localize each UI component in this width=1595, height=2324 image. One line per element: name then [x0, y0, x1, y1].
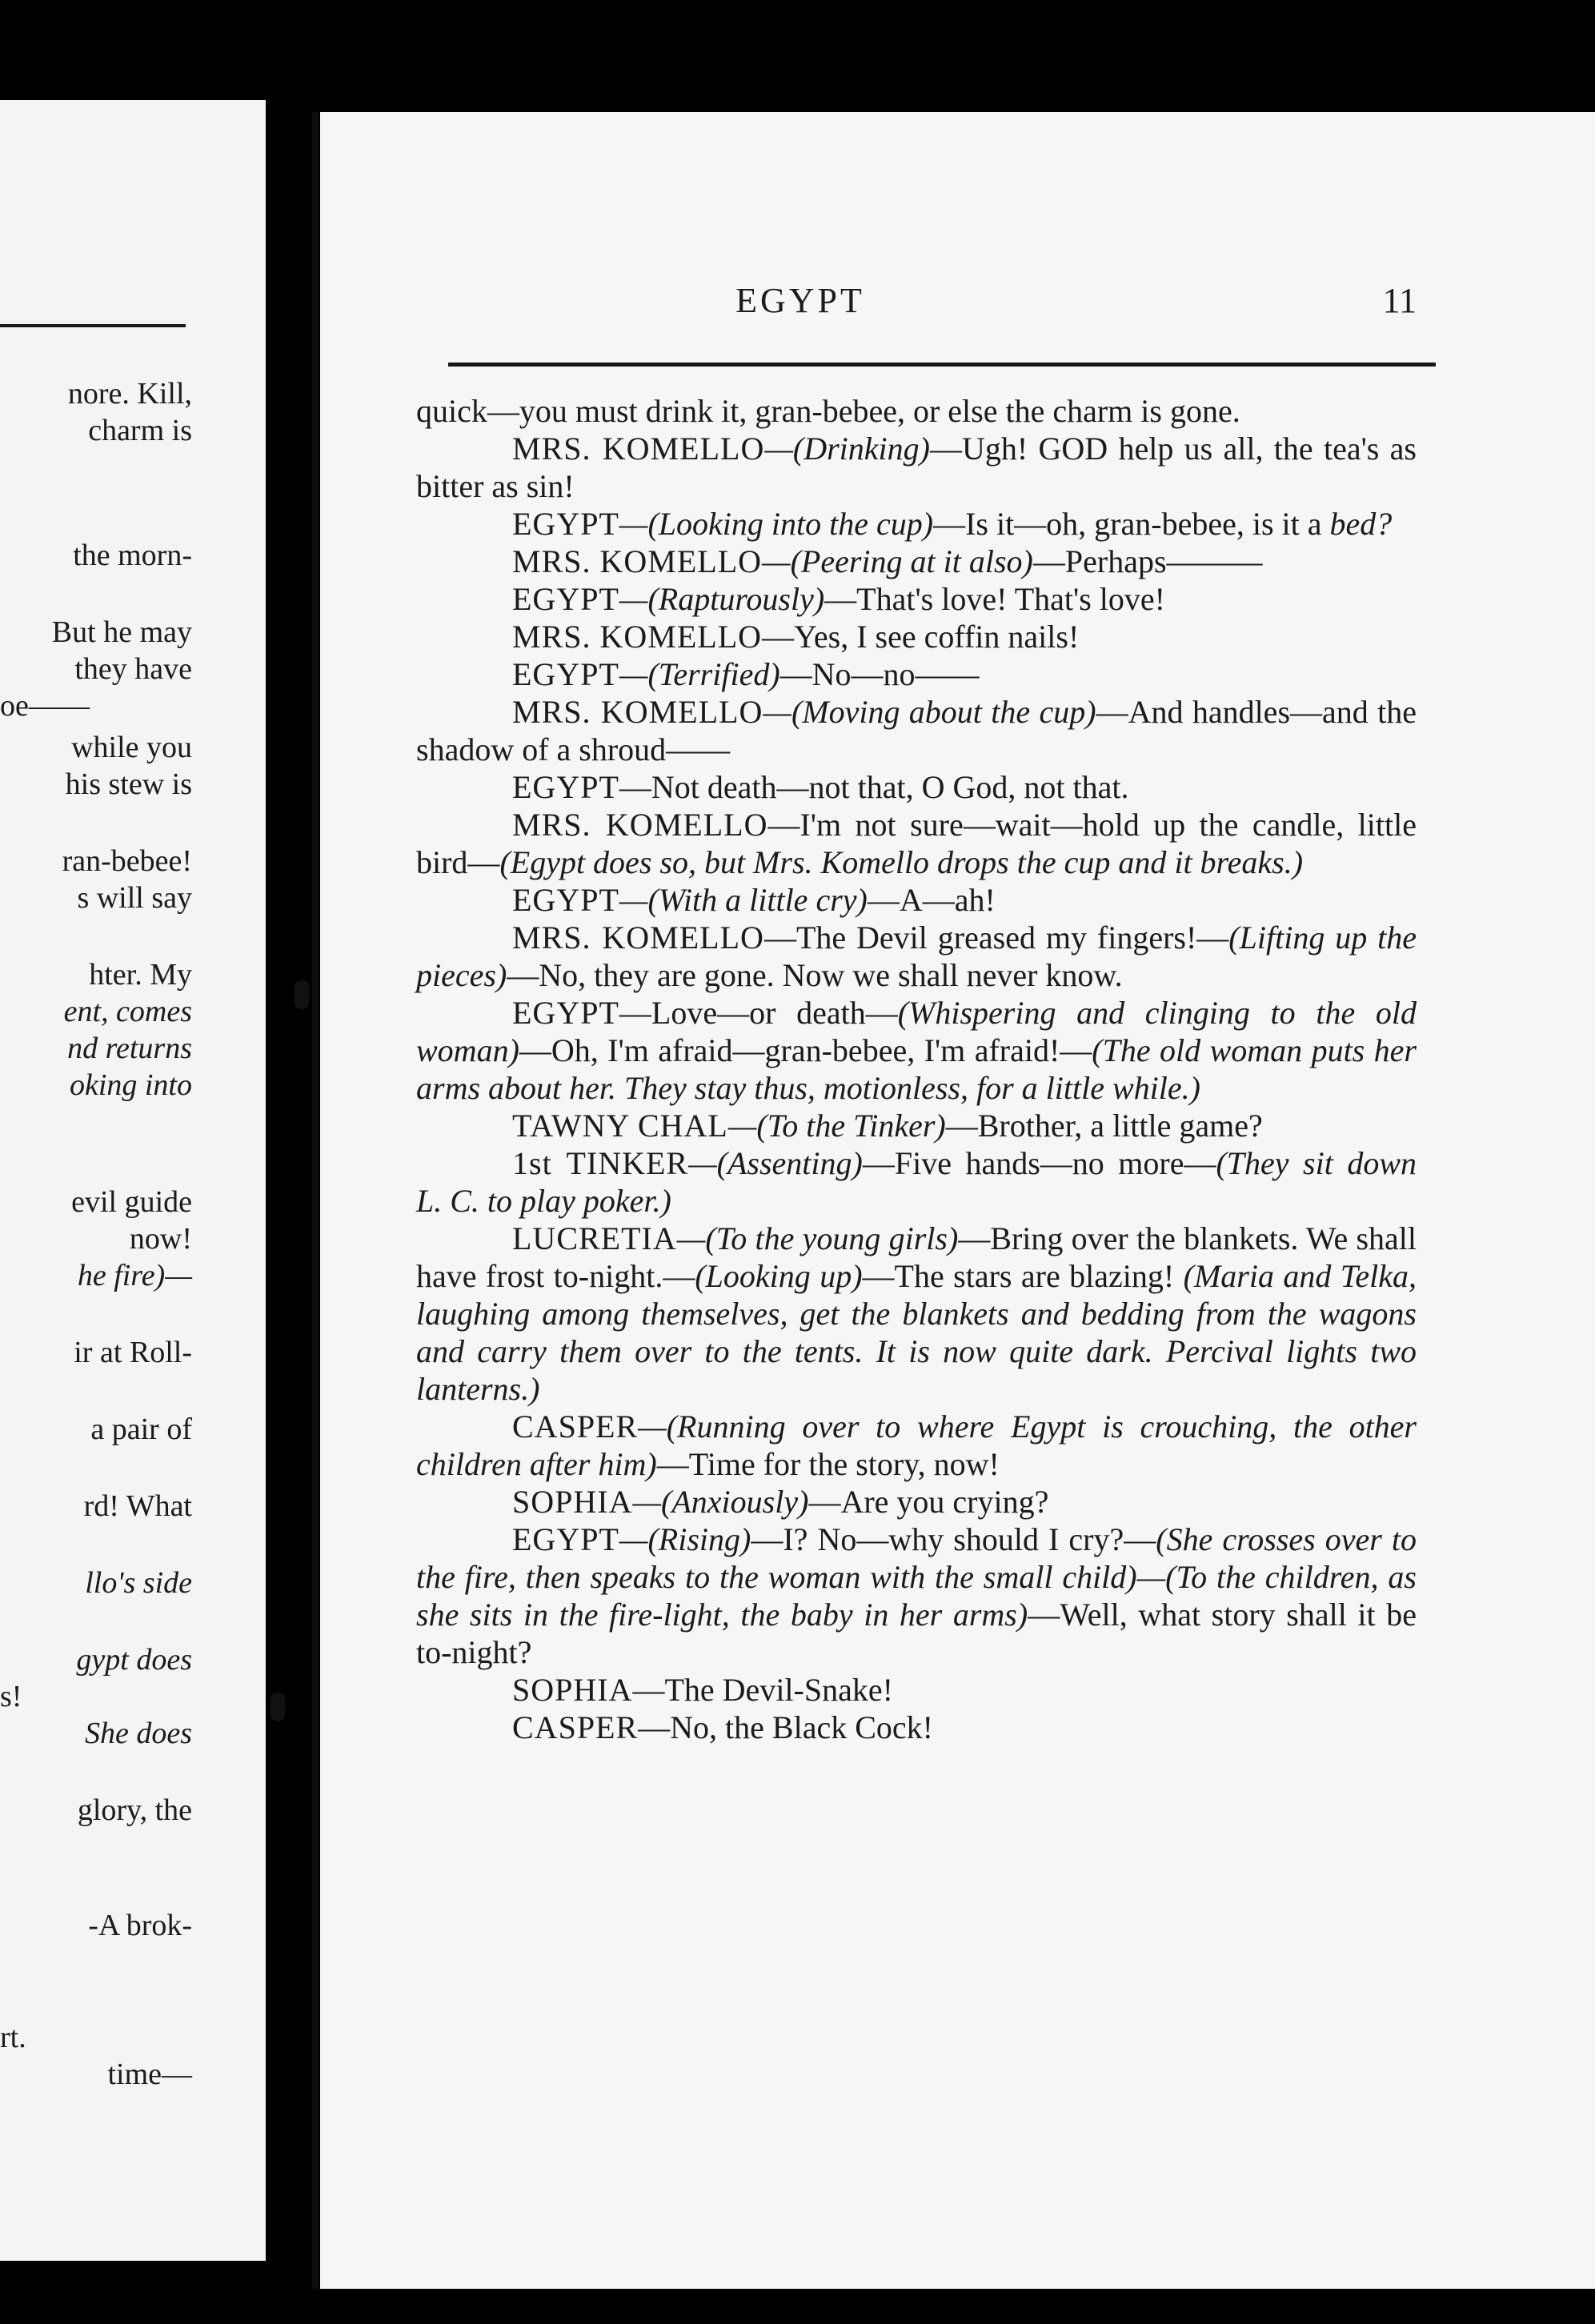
- left-page-line: glory, the: [77, 1793, 192, 1827]
- dialogue-text: —Time for the story, now!: [656, 1446, 1000, 1482]
- left-page-line: gypt does: [76, 1643, 192, 1677]
- speaker-name: EGYPT: [512, 769, 619, 805]
- left-page-line: nore. Kill,: [67, 377, 192, 411]
- page-number: 11: [1382, 281, 1417, 320]
- dialogue-paragraph: [416, 1521, 1417, 1671]
- binding-hole-bottom: [271, 1693, 285, 1721]
- speaker-name: SOPHIA: [512, 1484, 633, 1520]
- stage-direction: (The old woman puts her arms about her. They stay thus, motionless, for a little while.): [416, 1032, 1417, 1106]
- left-page-line: She does: [84, 1717, 192, 1750]
- play-text: [416, 392, 1417, 1746]
- dialogue-paragraph: [416, 1483, 1417, 1521]
- running-head: EGYPT: [735, 281, 865, 320]
- binding-hole-top: [295, 980, 309, 1009]
- dialogue-paragraph: [416, 1220, 1417, 1408]
- left-page-line: rd! What: [83, 1489, 192, 1523]
- left-page-line: llo's side: [85, 1566, 192, 1600]
- dialogue-text: —The Devil-Snake!: [632, 1672, 893, 1708]
- dialogue-text: —I? No—why should I cry?—: [751, 1521, 1156, 1557]
- stage-direction: (Egypt does so, but Mrs. Komello drops the cup and it breaks.): [499, 844, 1304, 880]
- page-spine: [312, 112, 319, 2289]
- dialogue-paragraph: [416, 618, 1417, 655]
- speaker-name: EGYPT: [512, 1521, 619, 1557]
- stage-direction: (She crosses over to the fire, then speaks to the woman with the small child)—(To the children, as she sits in the fire-light, the baby in her arms): [416, 1521, 1417, 1633]
- speaker-name: EGYPT: [512, 882, 619, 918]
- dialogue-paragraph: [416, 1144, 1417, 1220]
- dialogue-text: —No, the Black Cock!: [638, 1709, 933, 1745]
- dialogue-paragraph: [416, 1408, 1417, 1483]
- stage-direction: bed?: [1329, 506, 1393, 542]
- speaker-name: LUCRETIA: [512, 1220, 677, 1256]
- left-page-line: oking into: [69, 1068, 192, 1102]
- dialogue-paragraph: [416, 768, 1417, 806]
- dialogue-text: —Brother, a little game?: [945, 1108, 1263, 1144]
- left-page-line: the morn-: [73, 539, 192, 572]
- dialogue-text: —Bring over the blankets. We shall have frost to-night.—: [416, 1220, 1417, 1294]
- dialogue-text: —I'm not sure—wait—hold up the candle, little bird—: [416, 807, 1417, 880]
- dialogue-text: —No—no——: [779, 656, 980, 692]
- dialogue-text: —That's love! That's love!: [824, 581, 1165, 617]
- dialogue-paragraph: [416, 881, 1417, 919]
- stage-direction: (Lifting up the pieces): [416, 920, 1417, 993]
- dialogue-text: —Oh, I'm afraid—gran-bebee, I'm afraid!—: [519, 1032, 1092, 1068]
- left-page-line: he fire)—: [77, 1259, 192, 1292]
- dialogue-paragraph: [416, 392, 1417, 430]
- left-page-line: his stew is: [65, 767, 192, 801]
- dialogue-paragraph: [416, 505, 1417, 543]
- stage-direction: —(Rapturously): [619, 581, 825, 617]
- stage-direction: —(Rising): [619, 1521, 751, 1557]
- speaker-name: 1st TINKER: [512, 1145, 689, 1181]
- left-page-line: they have: [74, 652, 192, 686]
- stage-direction: —(To the Tinker): [727, 1108, 946, 1144]
- speaker-name: EGYPT: [512, 506, 619, 542]
- header-rule: [448, 363, 1436, 367]
- dialogue-text: —Well, what story shall it be to-night?: [416, 1597, 1417, 1670]
- dialogue-paragraph: [416, 430, 1417, 505]
- dialogue-text: —Five hands—no more—: [862, 1145, 1216, 1181]
- dialogue-text: —Yes, I see coffin nails!: [762, 619, 1080, 655]
- left-page-line: ent, comes: [63, 995, 192, 1028]
- dialogue-text: —Ugh! GOD help us all, the tea's as bitter as sin!: [416, 431, 1417, 504]
- left-page-line: while you: [71, 731, 192, 764]
- stage-direction: —(Moving about the cup): [763, 694, 1096, 730]
- stage-direction: (Looking up): [695, 1258, 863, 1294]
- dialogue-paragraph: [416, 806, 1417, 881]
- dialogue-paragraph: [416, 655, 1417, 693]
- stage-direction: —(Terrified): [619, 656, 780, 692]
- left-page-line: ir at Roll-: [74, 1336, 192, 1369]
- dialogue-text: —A—ah!: [867, 882, 996, 918]
- left-page: [0, 100, 266, 2261]
- stage-direction: —(Running over to where Egypt is crouching, the other children after him): [416, 1408, 1417, 1482]
- stage-direction: —(To the young girls): [676, 1220, 959, 1256]
- dialogue-paragraph: [416, 1671, 1417, 1709]
- left-page-line: a pair of: [90, 1412, 192, 1446]
- left-page-line: now!: [129, 1222, 192, 1256]
- dialogue-paragraph: [416, 693, 1417, 768]
- left-page-line: ran-bebee!: [62, 844, 192, 878]
- speaker-name: CASPER: [512, 1408, 639, 1444]
- speaker-name: MRS. KOMELLO: [512, 431, 765, 467]
- speaker-name: MRS. KOMELLO: [512, 694, 763, 730]
- speaker-name: MRS. KOMELLO: [512, 920, 764, 956]
- dialogue-text: —The stars are blazing!: [862, 1258, 1184, 1294]
- dialogue-text: —Perhaps———: [1032, 543, 1263, 579]
- left-page-line: time—: [107, 2058, 192, 2091]
- speaker-name: MRS. KOMELLO: [512, 807, 768, 843]
- left-page-line: -A brok-: [88, 1909, 192, 1942]
- speaker-name: SOPHIA: [512, 1672, 633, 1708]
- left-page-line: nd returns: [67, 1032, 192, 1065]
- left-page-line: oe——: [0, 689, 90, 723]
- dialogue-text: —Is it—oh, gran-bebee, is it a: [933, 506, 1330, 542]
- dialogue-text: —Are you crying?: [808, 1484, 1049, 1520]
- stage-direction: —(Assenting): [688, 1145, 863, 1181]
- dialogue-text: —The Devil greased my fingers!—: [763, 920, 1229, 956]
- stage-direction: —(With a little cry): [619, 882, 868, 918]
- left-page-line: evil guide: [71, 1185, 192, 1219]
- dialogue-text: —Not death—not that, O God, not that.: [619, 769, 1129, 805]
- dialogue-paragraph: [416, 1709, 1417, 1746]
- stage-direction: —(Drinking): [764, 431, 930, 467]
- left-page-line: hter. My: [89, 958, 192, 992]
- speaker-name: CASPER: [512, 1709, 639, 1745]
- left-page-line: s!: [0, 1680, 22, 1713]
- dialogue-paragraph: [416, 543, 1417, 580]
- speaker-name: MRS. KOMELLO: [512, 619, 763, 655]
- speaker-name: TAWNY CHAL: [512, 1108, 728, 1144]
- dialogue-paragraph: [416, 1107, 1417, 1144]
- stage-direction: (Maria and Telka, laughing among themselves, get the blankets and bedding from the wagons and carry them over to the tents. It is now quite dark. Percival lights two lanterns.): [416, 1258, 1417, 1407]
- speaker-name: EGYPT: [512, 656, 619, 692]
- left-page-line: But he may: [51, 615, 192, 649]
- left-page-line: rt.: [0, 2021, 26, 2054]
- dialogue-paragraph: [416, 919, 1417, 994]
- left-page-line: s will say: [77, 881, 192, 915]
- stage-direction: —(Peering at it also): [762, 543, 1033, 579]
- speaker-name: EGYPT: [512, 581, 619, 617]
- dialogue-text: quick—you must drink it, gran-bebee, or else the charm is gone.: [416, 393, 1240, 429]
- speaker-name: MRS. KOMELLO: [512, 543, 763, 579]
- stage-direction: —(Looking into the cup): [619, 506, 934, 542]
- dialogue-text: —No, they are gone. Now we shall never know.: [507, 957, 1123, 993]
- left-page-rule: [0, 324, 186, 327]
- dialogue-paragraph: [416, 994, 1417, 1107]
- dialogue-paragraph: [416, 580, 1417, 618]
- dialogue-text: —Love—or death—: [619, 995, 898, 1031]
- left-page-line: charm is: [88, 414, 192, 447]
- speaker-name: EGYPT: [512, 995, 619, 1031]
- stage-direction: (They sit down L. C. to play poker.): [416, 1145, 1417, 1219]
- stage-direction: (Whispering and clinging to the old woman): [416, 995, 1417, 1068]
- stage-direction: —(Anxiously): [632, 1484, 809, 1520]
- dialogue-text: —And handles—and the shadow of a shroud——: [416, 694, 1417, 767]
